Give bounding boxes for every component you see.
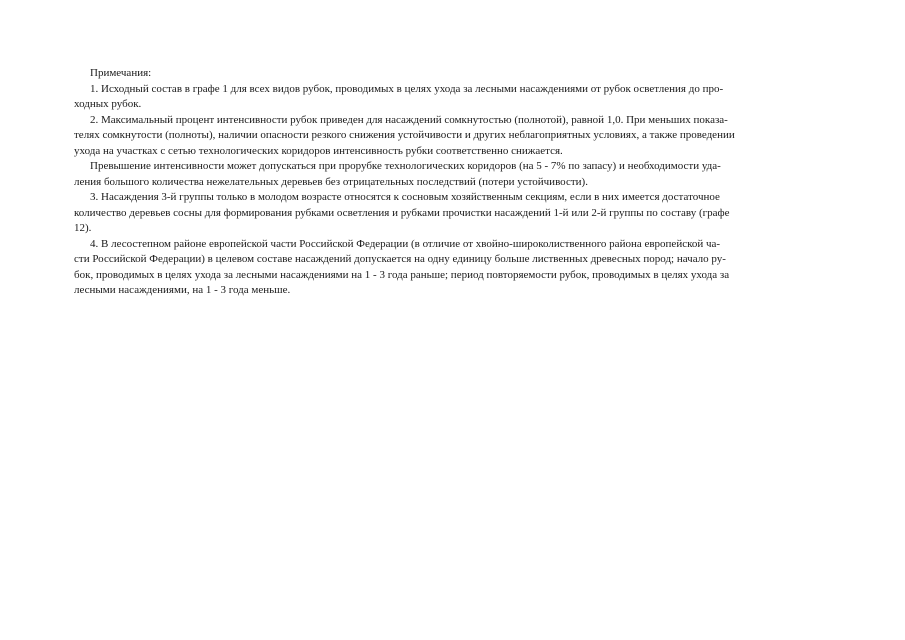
note-2b-line-2: ления большого количества нежелательных деревьев без отрицательных последствий (потери устойчивости).: [74, 175, 588, 188]
note-4-line-1: 4. В лесостепном районе европейской части Российской Федерации (в отличие от хвойно-широколиственного района европейской ча-: [90, 237, 721, 250]
note-1-line-1: 1. Исходный состав в графе 1 для всех видов рубок, проводимых в целях ухода за лесными насаждениями от рубок осветления до про-: [90, 82, 724, 95]
note-3-line-1: 3. Насаждения 3-й группы только в молодом возрасте относятся к сосновым хозяйственным секциям, если в них имеется достаточное: [90, 191, 720, 203]
note-2-line-3: ухода на участках с сетью технологических коридоров интенсивность рубки соответственно снижается.: [74, 144, 563, 157]
note-2b-line-1: Превышение интенсивности может допускаться при прорубке технологических коридоров (на 5 - 7% по запасу) и необходимости уда-: [90, 160, 721, 172]
note-4-line-3: бок, проводимых в целях ухода за лесными насаждениями на 1 - 3 года раньше; период повторяемости рубок, проводимых в целях ухода за: [74, 268, 730, 281]
note-3-line-2: количество деревьев сосны для формирования рубками осветления и рубками прочистки насаждений 1-й или 2-й группы по составу (графе: [74, 206, 730, 219]
note-2-line-1: 2. Максимальный процент интенсивности рубок приведен для насаждений сомкнутостью (полнотой), равной 1,0. При меньших показа-: [90, 113, 728, 126]
note-4-line-4: лесными насаждениями, на 1 - 3 года меньше.: [74, 284, 291, 296]
note-2-line-2: телях сомкнутости (полноты), наличии опасности резкого снижения устойчивости и других неблагоприятных условиях, а также проведении: [74, 129, 735, 141]
note-3-line-3: 12).: [74, 222, 92, 234]
note-1-line-2: ходных рубок.: [74, 98, 142, 110]
notes-heading: Примечания:: [90, 67, 152, 79]
notes-block: [74, 66, 846, 299]
note-4-line-2: сти Российской Федерации) в целевом составе насаждений допускается на одну единицу больше лиственных древесных пород; начало ру-: [74, 253, 726, 265]
